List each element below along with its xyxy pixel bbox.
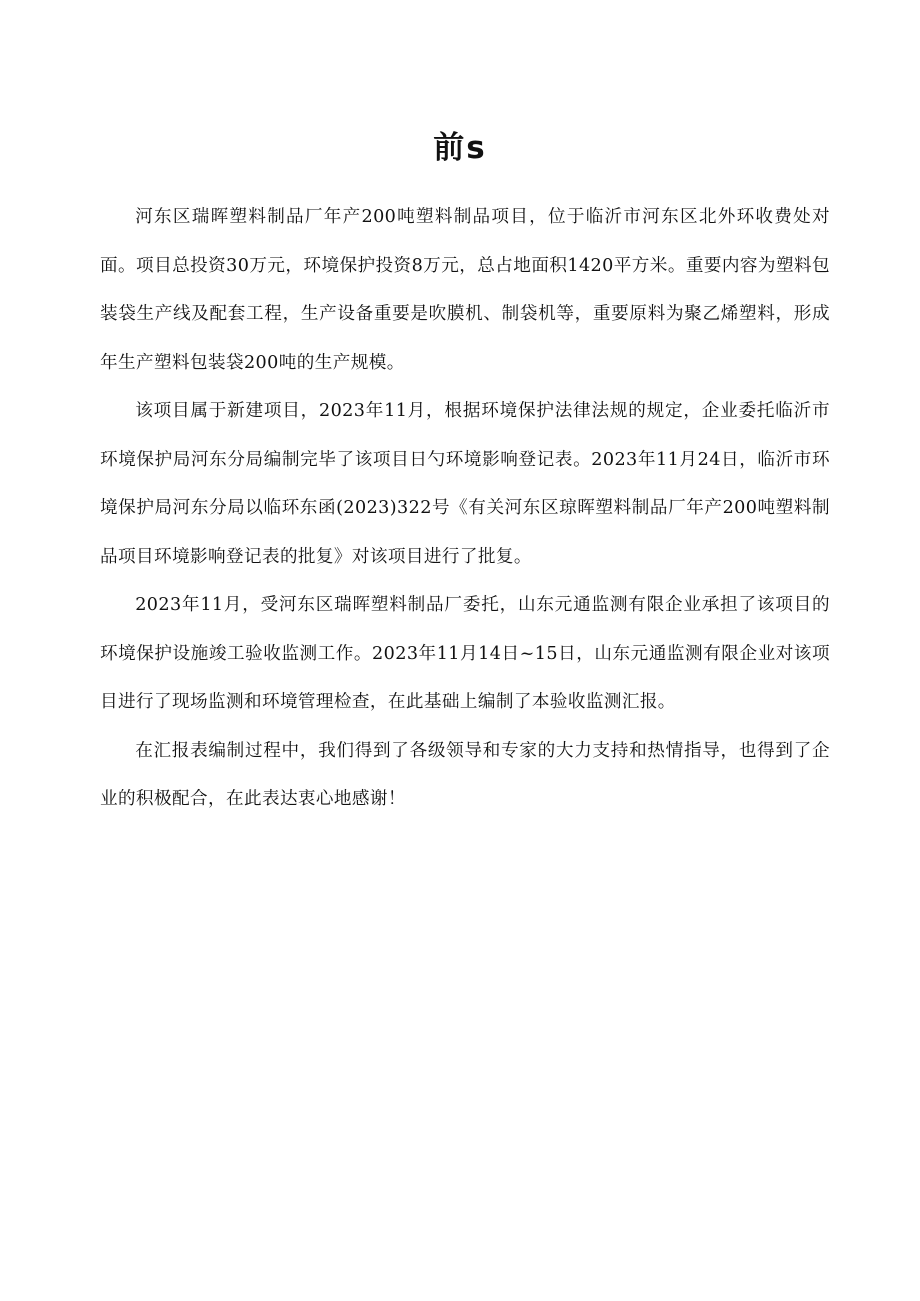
page-title: 前s	[433, 130, 487, 166]
paragraph-project-overview: 河东区瑞晖塑料制品厂年产200吨塑料制品项目，位于临沂市河东区北外环收费处对面。项目总投资30万元，环境保护投资8万元，总占地面积1420平方米。重要内容为塑料包装袋生产线及配套工程，生产设备重要是吹膜机、制袋机等，重要原料为聚乙烯塑料，形成年生产塑料包装袋200吨的生产规模。	[100, 207, 830, 373]
document-body	[100, 193, 830, 824]
paragraph-acknowledgement: 在汇报表编制过程中，我们得到了各级领导和专家的大力支持和热情指导，也得到了企业的积极配合，在此表达衷心地感谢！	[100, 740, 830, 809]
paragraph-monitoring-work: 2023年11月，受河东区瑞晖塑料制品厂委托，山东元通监测有限企业承担了该项目的环境保护设施竣工验收监测工作。2023年11月14日~15日，山东元通监测有限企业对该项目进行了现场监测和环境管理检查，在此基础上编制了本验收监测汇报。	[100, 595, 830, 712]
paragraph-approval-history: 该项目属于新建项目，2023年11月，根据环境保护法律法规的规定，企业委托临沂市环境保护局河东分局编制完毕了该项目日勺环境影响登记表。2023年11月24日，临沂市环境保护局河东分局以临环东函(2023)322号《有关河东区琼晖塑料制品厂年产200吨塑料制品项目环境影响登记表的批复》对该项目进行了批复。	[100, 401, 830, 567]
